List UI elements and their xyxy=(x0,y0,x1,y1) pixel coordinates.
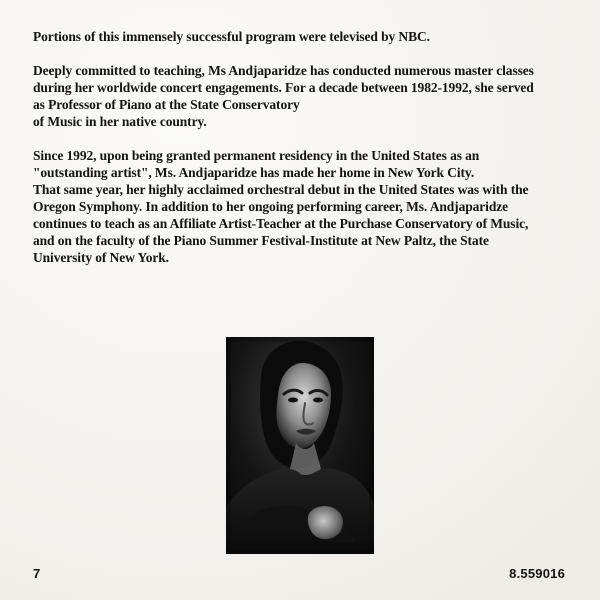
text-line: That same year, her highly acclaimed orchestral debut in the United States was with the xyxy=(33,182,529,197)
paragraph-teaching xyxy=(33,62,578,130)
page-number: 7 xyxy=(33,566,41,581)
text-line: University of New York. xyxy=(33,250,169,265)
text-line: Oregon Symphony. In addition to her ongoing performing career, Ms. Andjaparidze xyxy=(33,199,509,214)
text-line: and on the faculty of the Piano Summer Festival-Institute at New Paltz, the State xyxy=(33,233,489,248)
text-line: Portions of this immensely successful program were televised by NBC. xyxy=(33,29,430,44)
paragraph-residency xyxy=(33,147,578,266)
paragraph-nbc xyxy=(33,28,578,45)
text-line: of Music in her native country. xyxy=(33,114,207,129)
text-line: continues to teach as an Affiliate Artist-Teacher at the Purchase Conservatory of Music, xyxy=(33,216,529,231)
text-line: "outstanding artist", Ms. Andjaparidze has made her home in New York City. xyxy=(33,165,475,180)
portrait-photo xyxy=(226,337,374,554)
biography-text xyxy=(33,28,578,283)
text-line: Deeply committed to teaching, Ms Andjaparidze has conducted numerous master classes xyxy=(33,63,534,78)
text-line: Since 1992, upon being granted permanent residency in the United States as an xyxy=(33,148,480,163)
text-line: during her worldwide concert engagements. For a decade between 1982-1992, she served xyxy=(33,80,534,95)
text-line: as Professor of Piano at the State Conservatory xyxy=(33,97,300,112)
catalog-number: 8.559016 xyxy=(509,566,565,581)
